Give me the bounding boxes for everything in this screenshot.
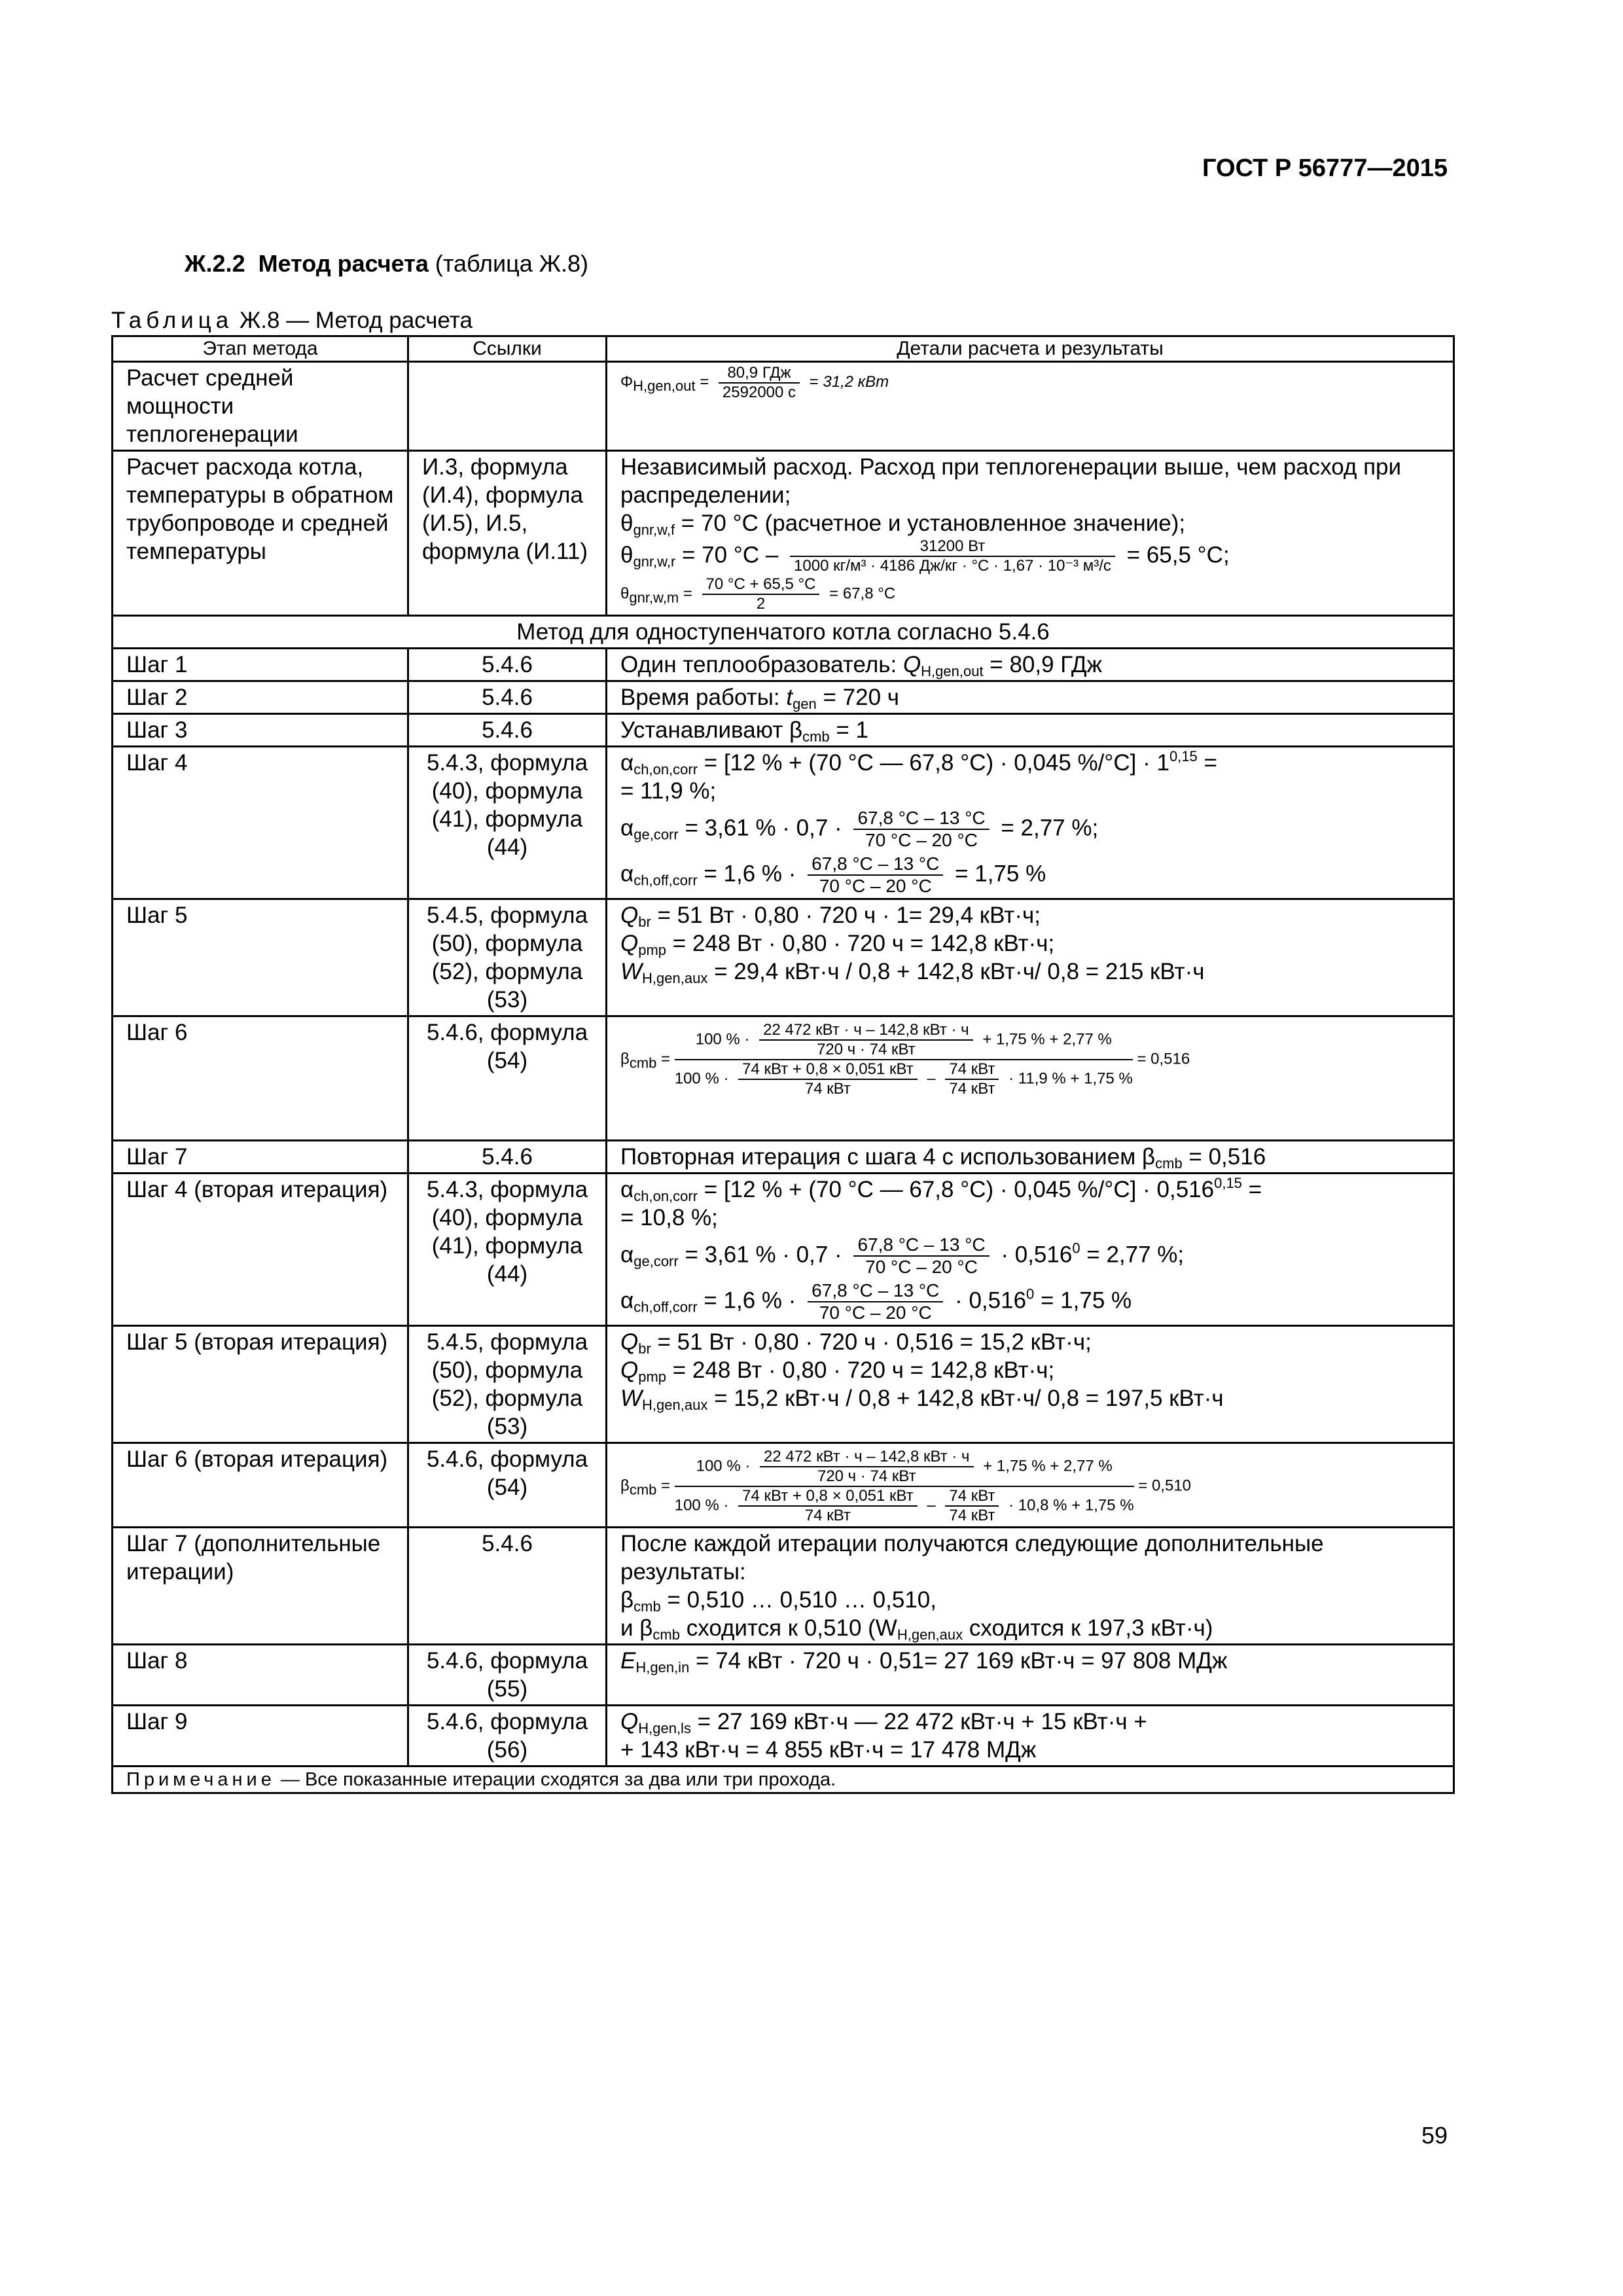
stage-cell: Расчет расхода котла, температуры в обратном трубопроводе и средней температуры	[113, 451, 408, 616]
beta-formula: $\beta_{cmb}$ = 100 % · $\frac{\text{22 472 кВт · ч – 142,8 кВт · ч}}{\text{720 ч · 74 кВт}}$ + 1,75 % + 2,77 % 100 % · $\frac{\text{74 кВт + 0,8 × 0,051 кВт}}{\text{74 кВт}}$ – $\frac{\text{74 кВт}}{\text{74 кВт}}$ · 10,8 % + 1,75 % = 0,510	[620, 1448, 1192, 1524]
table-row	[113, 1174, 1454, 1326]
stage-cell: Расчет средней мощности теплогенерации	[113, 362, 408, 451]
details-cell: Независимый расход. Расход при теплогенерации выше, чем расход при распределении; $\theta_{gnr,w,f} = 70$ °С (расчетное и установленное значение); $\theta_{gnr,w,r} = 70$ °С – $\frac{31200 Вт}{\text{1000 кг/м³ · 4186 Дж/кг · °С · 1,67 · 10⁻³ м³/с}}$ = 65,5 °С; $\theta_{gnr,w,m}$ = $\frac{70 ^\circ С + 65,5 ^\circ С}{2}$ = 67,8 °С	[607, 451, 1454, 616]
ref-cell: 5.4.6, формула (54)	[408, 1443, 607, 1528]
details-cell: Время работы: $t_{gen} = 720$ ч	[607, 681, 1454, 714]
section-heading	[185, 250, 588, 278]
formula: $\Phi_{H,gen,out}$ = $\frac{\text{80,9 ГДж}}{2592000 с}$ = 31,2 кВт	[620, 364, 889, 401]
ref-cell: 5.4.6	[408, 681, 607, 714]
stage-cell: Шаг 7	[113, 1141, 408, 1174]
stage-cell: Шаг 4 (вторая итерация)	[113, 1174, 408, 1326]
details-cell: $Q_{br} = 51$ Вт · 0,80 · 720 ч · 1= 29,4 кВт·ч; $Q_{pmp} = 248$ Вт · 0,80 · 720 ч = 142,8 кВт·ч; $W_{H,gen,aux} = 29,4$ кВт·ч / 0,8 + 142,8 кВт·ч/ 0,8 = 215 кВт·ч	[607, 899, 1454, 1016]
big-fraction: 100 % · $\frac{\text{22 472 кВт · ч – 142,8 кВт · ч}}{\text{720 ч · 74 кВт}}$ + 1,75 % + 2,77 % 100 % · $\frac{\text{74 кВт + 0,8 × 0,051 кВт}}{\text{74 кВт}}$ – $\frac{\text{74 кВт}}{\text{74 кВт}}$ · 10,8 % + 1,75 %	[674, 1448, 1134, 1524]
table-row	[113, 681, 1454, 714]
fraction: $\frac{67,8 ^\circ С - 13 ^\circ С}{70 ^\circ С - 20 ^\circ С}$	[808, 853, 943, 897]
details-cell	[607, 1016, 1454, 1141]
fraction: $\frac{67,8 ^\circ С - 13 ^\circ С}{70 ^\circ С - 20 ^\circ С}$	[853, 1234, 989, 1278]
fraction: $\frac{70 ^\circ С + 65,5 ^\circ С}{2}$	[702, 575, 820, 613]
table-row	[113, 362, 1454, 451]
note-text: — Все показанные итерации сходятся за два или три прохода.	[275, 1769, 836, 1790]
table-row	[113, 1016, 1454, 1141]
beta-formula: $\beta_{cmb}$ = 100 % · $\frac{\text{22 472 кВт · ч – 142,8 кВт · ч}}{\text{720 ч · 74 кВт}}$ + 1,75 % + 2,77 % 100 % · $\frac{\text{74 кВт + 0,8 × 0,051 кВт}}{\text{74 кВт}}$ – $\frac{\text{74 кВт}}{\text{74 кВт}}$ · 11,9 % + 1,75 % = 0,516	[620, 1021, 1190, 1098]
ref-cell: 5.4.6	[408, 1528, 607, 1645]
table-row	[113, 649, 1454, 681]
stage-cell: Шаг 3	[113, 714, 408, 747]
note-row	[113, 1767, 1454, 1793]
table-row	[113, 1706, 1454, 1767]
table-row	[113, 747, 1454, 899]
stage-cell: Шаг 9	[113, 1706, 408, 1767]
header-ref: Ссылки	[408, 336, 607, 362]
table-row	[113, 1141, 1454, 1174]
fraction: $\frac{\text{80,9 ГДж}}{2592000 с}$	[719, 364, 800, 402]
details-cell	[607, 1443, 1454, 1528]
details-cell: После каждой итерации получаются следующие дополнительные результаты: $\beta_{cmb} = 0,510$ … 0,510 … 0,510, и $\beta_{cmb}$ сходится к 0,510 ($W_{H,gen,aux}$ сходится к 197,3 кВт·ч)	[607, 1528, 1454, 1645]
table-caption	[111, 308, 473, 334]
caption-label: Таблица	[111, 308, 234, 333]
stage-cell: Шаг 7 (дополнительные итерации)	[113, 1528, 408, 1645]
document-code: ГОСТ Р 56777—2015	[1202, 154, 1448, 182]
table-row	[113, 451, 1454, 616]
section-title: Метод расчета	[258, 250, 429, 277]
stage-cell: Шаг 5	[113, 899, 408, 1016]
ref-cell: И.3, формула (И.4), формула (И.5), И.5, формула (И.11)	[408, 451, 607, 616]
stage-cell: Шаг 1	[113, 649, 408, 681]
ref-cell: 5.4.6, формула (55)	[408, 1645, 607, 1706]
table-row	[113, 1326, 1454, 1443]
stage-cell: Шаг 4	[113, 747, 408, 899]
section-number: Ж.2.2	[185, 250, 245, 277]
table-row	[113, 714, 1454, 747]
header-details: Детали расчета и результаты	[607, 336, 1454, 362]
section-ref: (таблица Ж.8)	[435, 250, 588, 277]
table-row	[113, 899, 1454, 1016]
fraction: $\frac{67,8 ^\circ С - 13 ^\circ С}{70 ^\circ С - 20 ^\circ С}$	[853, 808, 989, 851]
ref-cell	[408, 362, 607, 451]
ref-cell: 5.4.3, формула (40), формула (41), формула (44)	[408, 1174, 607, 1326]
details-cell	[607, 362, 1454, 451]
table-row	[113, 1528, 1454, 1645]
caption-rest: Ж.8 — Метод расчета	[239, 308, 473, 333]
details-cell: $Q_{br} = 51$ Вт · 0,80 · 720 ч · 0,516 = 15,2 кВт·ч; $Q_{pmp} = 248$ Вт · 0,80 · 720 ч = 142,8 кВт·ч; $W_{H,gen,aux} = 15,2$ кВт·ч / 0,8 + 142,8 кВт·ч/ 0,8 = 197,5 кВт·ч	[607, 1326, 1454, 1443]
header-stage: Этап метода	[113, 336, 408, 362]
method-row	[113, 616, 1454, 649]
method-table	[111, 335, 1455, 1794]
stage-cell: Шаг 8	[113, 1645, 408, 1706]
table-row	[113, 1443, 1454, 1528]
ref-cell: 5.4.5, формула (50), формула (52), формула (53)	[408, 1326, 607, 1443]
note-label: Примечание	[126, 1769, 276, 1790]
details-cell: Повторная итерация с шага 4 с использованием $\beta_{cmb} = 0,516$	[607, 1141, 1454, 1174]
big-fraction: 100 % · $\frac{\text{22 472 кВт · ч – 142,8 кВт · ч}}{\text{720 ч · 74 кВт}}$ + 1,75 % + 2,77 % 100 % · $\frac{\text{74 кВт + 0,8 × 0,051 кВт}}{\text{74 кВт}}$ – $\frac{\text{74 кВт}}{\text{74 кВт}}$ · 11,9 % + 1,75 %	[674, 1021, 1133, 1098]
stage-cell: Шаг 6 (вторая итерация)	[113, 1443, 408, 1528]
method-row-text: Метод для одноступенчатого котла согласно 5.4.6	[113, 616, 1454, 649]
details-cell: Один теплообразователь: $Q_{H,gen,out} = 80,9$ ГДж	[607, 649, 1454, 681]
ref-cell: 5.4.6	[408, 714, 607, 747]
ref-cell: 5.4.5, формула (50), формула (52), формула (53)	[408, 899, 607, 1016]
fraction: $\frac{31200 Вт}{\text{1000 кг/м³ · 4186 Дж/кг · °С · 1,67 · 10⁻³ м³/с}}$	[790, 537, 1115, 575]
details-cell: $\alpha_{ch,on,corr} = [12$ % + (70 °С — 67,8 °С) · 0,045 $\%/^\circ С] \cdot 1^{0,15}$ = = 11,9 %; $\alpha_{ge,corr} = 3,61$ % · 0,7 · $\frac{67,8 ^\circ С - 13 ^\circ С}{70 ^\circ С - 20 ^\circ С}$ = 2,77 %; $\alpha_{ch,off,corr} = 1,6$ % · $\frac{67,8 ^\circ С - 13 ^\circ С}{70 ^\circ С - 20 ^\circ С}$ = 1,75 %	[607, 747, 1454, 899]
ref-cell: 5.4.6, формула (56)	[408, 1706, 607, 1767]
stage-cell: Шаг 2	[113, 681, 408, 714]
details-cell: Устанавливают $\beta_{cmb} = 1$	[607, 714, 1454, 747]
details-cell: $Q_{H,gen,ls} = 27$ 169 кВт·ч — 22 472 кВт·ч + 15 кВт·ч + + 143 кВт·ч = 4 855 кВт·ч = 17 478 МДж	[607, 1706, 1454, 1767]
stage-cell: Шаг 6	[113, 1016, 408, 1141]
details-cell: $\alpha_{ch,on,corr} = [12$ % + (70 °С — 67,8 °С) · 0,045 $\%/^\circ С] \cdot 0,516^{0,15}$ = = 10,8 %; $\alpha_{ge,corr} = 3,61$ % · 0,7 · $\frac{67,8 ^\circ С - 13 ^\circ С}{70 ^\circ С - 20 ^\circ С}$ · $0,516^0 = 2,77$ %; $\alpha_{ch,off,corr} = 1,6$ % · $\frac{67,8 ^\circ С - 13 ^\circ С}{70 ^\circ С - 20 ^\circ С}$ · $0,516^0 = 1,75$ %	[607, 1174, 1454, 1326]
table-row	[113, 1645, 1454, 1706]
stage-cell: Шаг 5 (вторая итерация)	[113, 1326, 408, 1443]
ref-cell: 5.4.3, формула (40), формула (41), формула (44)	[408, 747, 607, 899]
table-header-row	[113, 336, 1454, 362]
page-number: 59	[1421, 2122, 1448, 2149]
ref-cell: 5.4.6, формула (54)	[408, 1016, 607, 1141]
details-cell: $E_{H,gen,in} = 74$ кВт · 720 ч · 0,51= 27 169 кВт·ч = 97 808 МДж	[607, 1645, 1454, 1706]
fraction: $\frac{67,8 ^\circ С - 13 ^\circ С}{70 ^\circ С - 20 ^\circ С}$	[808, 1280, 943, 1323]
ref-cell: 5.4.6	[408, 1141, 607, 1174]
ref-cell: 5.4.6	[408, 649, 607, 681]
